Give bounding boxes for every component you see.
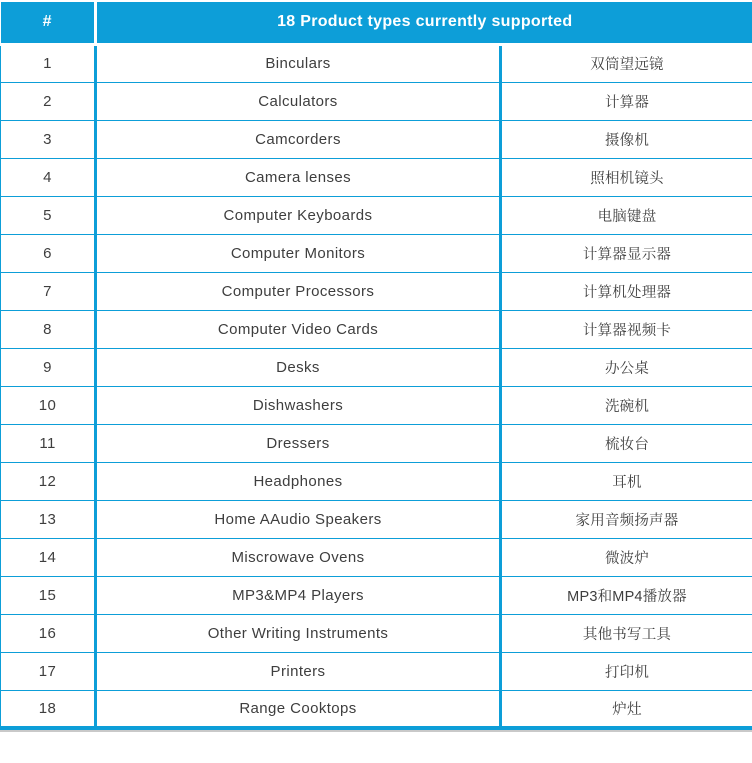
product-zh-cell: 照相机镜头 [501, 158, 752, 196]
product-zh-cell: 双筒望远镜 [501, 44, 752, 82]
table-row [1, 386, 752, 424]
product-en-cell: Computer Monitors [96, 234, 501, 272]
header-title-cell: 18 Product types currently supported [96, 2, 752, 44]
product-zh-cell: 计算器显示器 [501, 234, 752, 272]
product-zh-cell: 洗碗机 [501, 386, 752, 424]
table-row [1, 158, 752, 196]
table-row [1, 576, 752, 614]
product-en-cell: MP3&MP4 Players [96, 576, 501, 614]
header-row [1, 2, 752, 44]
product-en-cell: Calculators [96, 82, 501, 120]
product-zh-cell: 计算器 [501, 82, 752, 120]
product-en-cell: Headphones [96, 462, 501, 500]
product-en-cell: Printers [96, 652, 501, 690]
product-zh-cell: 摄像机 [501, 120, 752, 158]
row-number-cell: 14 [1, 538, 96, 576]
header-number-cell: # [1, 2, 96, 44]
row-number-cell: 12 [1, 462, 96, 500]
row-number-cell: 16 [1, 614, 96, 652]
product-zh-cell: 打印机 [501, 652, 752, 690]
row-number-cell: 7 [1, 272, 96, 310]
row-number-cell: 9 [1, 348, 96, 386]
row-number-cell: 17 [1, 652, 96, 690]
product-en-cell: Other Writing Instruments [96, 614, 501, 652]
row-number-cell: 4 [1, 158, 96, 196]
table-row [1, 690, 752, 728]
row-number-cell: 15 [1, 576, 96, 614]
table-row [1, 272, 752, 310]
product-zh-cell: 梳妆台 [501, 424, 752, 462]
product-en-cell: Dressers [96, 424, 501, 462]
product-zh-cell: 家用音频扬声器 [501, 500, 752, 538]
product-en-cell: Camera lenses [96, 158, 501, 196]
product-zh-cell: 其他书写工具 [501, 614, 752, 652]
table-row [1, 196, 752, 234]
table-row [1, 424, 752, 462]
product-en-cell: Desks [96, 348, 501, 386]
product-en-cell: Home AAudio Speakers [96, 500, 501, 538]
product-zh-cell: 计算器视频卡 [501, 310, 752, 348]
table-row [1, 234, 752, 272]
row-number-cell: 5 [1, 196, 96, 234]
row-number-cell: 11 [1, 424, 96, 462]
product-zh-cell: 电脑键盘 [501, 196, 752, 234]
row-number-cell: 18 [1, 690, 96, 728]
product-en-cell: Computer Processors [96, 272, 501, 310]
product-en-cell: Computer Keyboards [96, 196, 501, 234]
row-number-cell: 8 [1, 310, 96, 348]
table-body [1, 44, 752, 728]
row-number-cell: 3 [1, 120, 96, 158]
product-types-table [0, 2, 752, 730]
table-row [1, 44, 752, 82]
product-en-cell: Computer Video Cards [96, 310, 501, 348]
table-row [1, 538, 752, 576]
product-zh-cell: MP3和MP4播放器 [501, 576, 752, 614]
product-zh-cell: 办公桌 [501, 348, 752, 386]
row-number-cell: 10 [1, 386, 96, 424]
table-row [1, 310, 752, 348]
table-row [1, 82, 752, 120]
row-number-cell: 13 [1, 500, 96, 538]
table-row [1, 348, 752, 386]
product-zh-cell: 微波炉 [501, 538, 752, 576]
table-header [1, 2, 752, 44]
product-en-cell: Binculars [96, 44, 501, 82]
table-row [1, 500, 752, 538]
table-row [1, 652, 752, 690]
row-number-cell: 1 [1, 44, 96, 82]
product-en-cell: Dishwashers [96, 386, 501, 424]
product-zh-cell: 耳机 [501, 462, 752, 500]
table-row [1, 462, 752, 500]
table-row [1, 120, 752, 158]
table-row [1, 614, 752, 652]
product-en-cell: Miscrowave Ovens [96, 538, 501, 576]
product-en-cell: Range Cooktops [96, 690, 501, 728]
product-zh-cell: 计算机处理器 [501, 272, 752, 310]
row-number-cell: 6 [1, 234, 96, 272]
product-en-cell: Camcorders [96, 120, 501, 158]
row-number-cell: 2 [1, 82, 96, 120]
product-zh-cell: 炉灶 [501, 690, 752, 728]
